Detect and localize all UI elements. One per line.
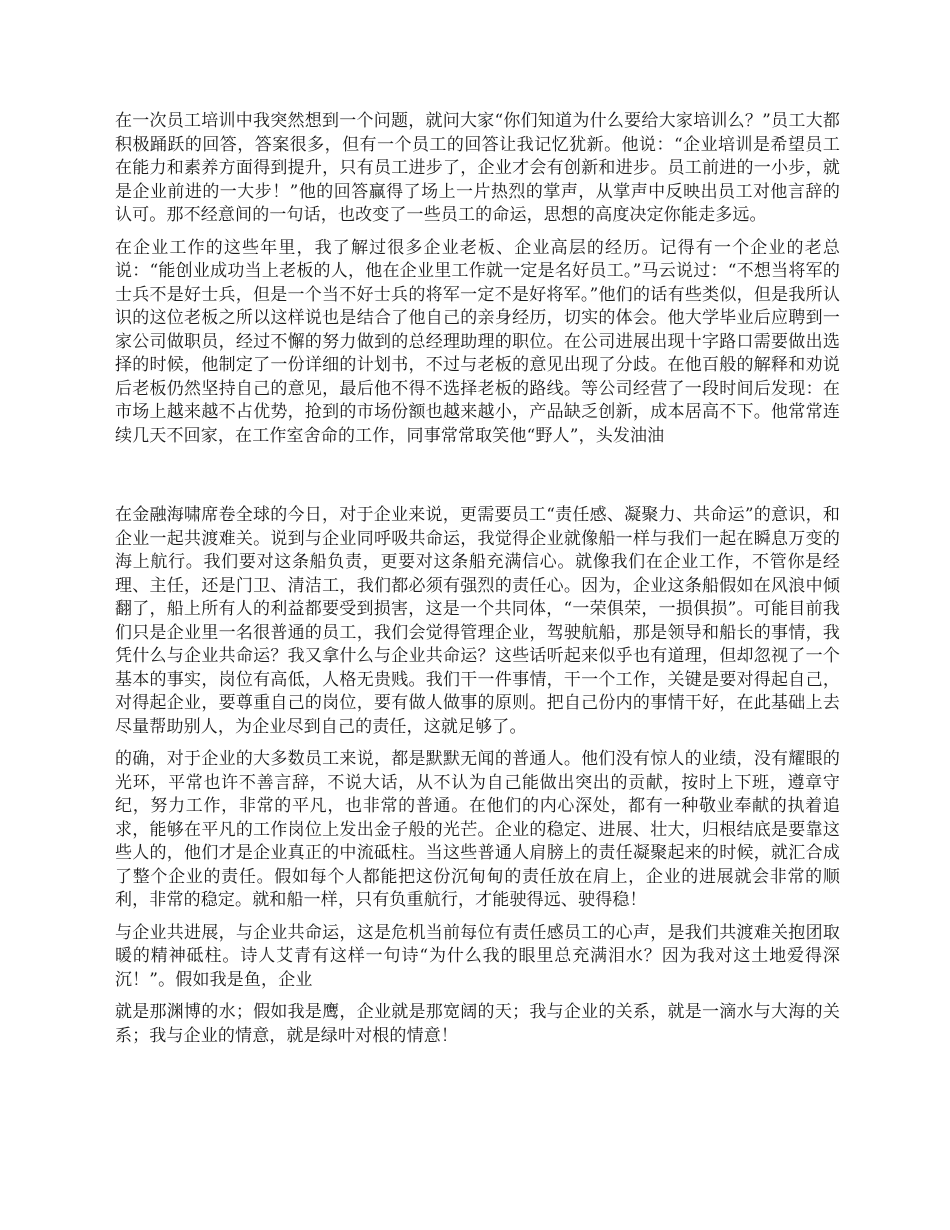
section-gap bbox=[115, 457, 840, 504]
paragraph-ordinary-employees: 的确，对于企业的大多数员工来说，都是默默无闻的普通人。他们没有惊人的业绩，没有耀眼的光环，平常也许不善言辞，不说大话，从不认为自己能做出突出的贡献，按时上下班，遵章守纪，努力工作，非常的平凡，也非常的普通。在他们的内心深处，都有一种敬业奉献的执着追求，能够在平凡的工作岗位上发出金子般的光芒。企业的稳定、进展、壮大，归根结底是要靠这些人的，他们才是企业真正的中流砥柱。当这些普通人肩膀上的责任凝聚起来的时候，就汇合成了整个企业的责任。假如每个人都能把这份沉甸甸的责任放在肩上，企业的进展就会非常的顺利，非常的稳定。就和船一样，只有负重航行，才能驶得远、驶得稳！ bbox=[115, 749, 840, 910]
paragraph-financial-crisis: 在金融海啸席卷全球的今日，对于企业来说，更需要员工“责任感、凝聚力、共命运”的意识，和企业一起共渡难关。说到与企业同呼吸共命运，我觉得企业就像船一样与我们一起在瞬息万变的海上航行。我们要对这条船负责，更要对这条船充满信心。就像我们在企业工作，不管你是经理、主任，还是门卫、清洁工，我们都必须有强烈的责任心。因为，企业这条船假如在风浪中倾翻了，船上所有人的利益都要受到损害，这是一个共同体，“一荣俱荣，一损俱损”。可能目前我们只是企业里一名很普通的员工，我们会觉得管理企业，驾驶航船，那是领导和船长的事情，我凭什么与企业共命运？我又拿什么与企业共命运？这些话听起来似乎也有道理，但却忽视了一个基本的事实，岗位有高低，人格无贵贱。我们干一件事情，干一个工作，关键是要对得起自己，对得起企业，要尊重自己的岗位，要有做人做事的原则。把自己份内的事情干好，在此基础上去尽量帮助别人，为企业尽到自己的责任，这就足够了。 bbox=[115, 505, 840, 737]
paragraph-boss-experience: 在企业工作的这些年里，我了解过很多企业老板、企业高层的经历。记得有一个企业的老总说：“能创业成功当上老板的人，他在企业里工作就一定是名好员工。”马云说过：“不想当将军的士兵不是好士兵，但是一个当不好士兵的将军一定不是好将军。”他们的话有些类似，但是我所认识的这位老板之所以这样说也是结合了他自己的亲身经历，切实的体会。他大学毕业后应聘到一家公司做职员，经过不懈的努力做到的总经理助理的职位。在公司进展出现十字路口需要做出选择的时候，他制定了一份详细的计划书，不过与老板的意见出现了分歧。在他百般的解释和劝说后老板仍然坚持自己的意见，最后他不得不选择老板的路线。等公司经营了一段时间后发现：在市场上越来越不占优势，抢到的市场份额也越来越小，产品缺乏创新，成本居高不下。他常常连续几天不回家，在工作室舍命的工作，同事常常取笑他“野人”，头发油油 bbox=[115, 237, 840, 446]
paragraph-shared-destiny: 与企业共进展，与企业共命运，这是危机当前每位有责任感员工的心声，是我们共渡难关抱团取暖的精神砥柱。诗人艾青有这样一句诗“为什么我的眼里总充满泪水？因为我对这土地爱得深沉！”。假如我是鱼，企业 bbox=[115, 922, 840, 990]
paragraph-training-anecdote: 在一次员工培训中我突然想到一个问题，就问大家“你们知道为什么要给大家培训么？”员工大都积极踊跃的回答，答案很多，但有一个员工的回答让我记忆犹新。他说：“企业培训是希望员工在能力和素养方面得到提升，只有员工进步了，企业才会有创新和进步。员工前进的一小步，就是企业前进的一大步！”他的回答赢得了场上一片热烈的掌声，从掌声中反映出员工对他言辞的认可。那不经意间的一句话，也改变了一些员工的命运，思想的高度决定你能走多远。 bbox=[115, 111, 840, 225]
document-page bbox=[115, 110, 840, 1057]
paragraph-closing: 就是那渊博的水；假如我是鹰，企业就是那宽阔的天；我与企业的关系，就是一滴水与大海的关系；我与企业的情意，就是绿叶对根的情意！ bbox=[115, 1002, 840, 1046]
